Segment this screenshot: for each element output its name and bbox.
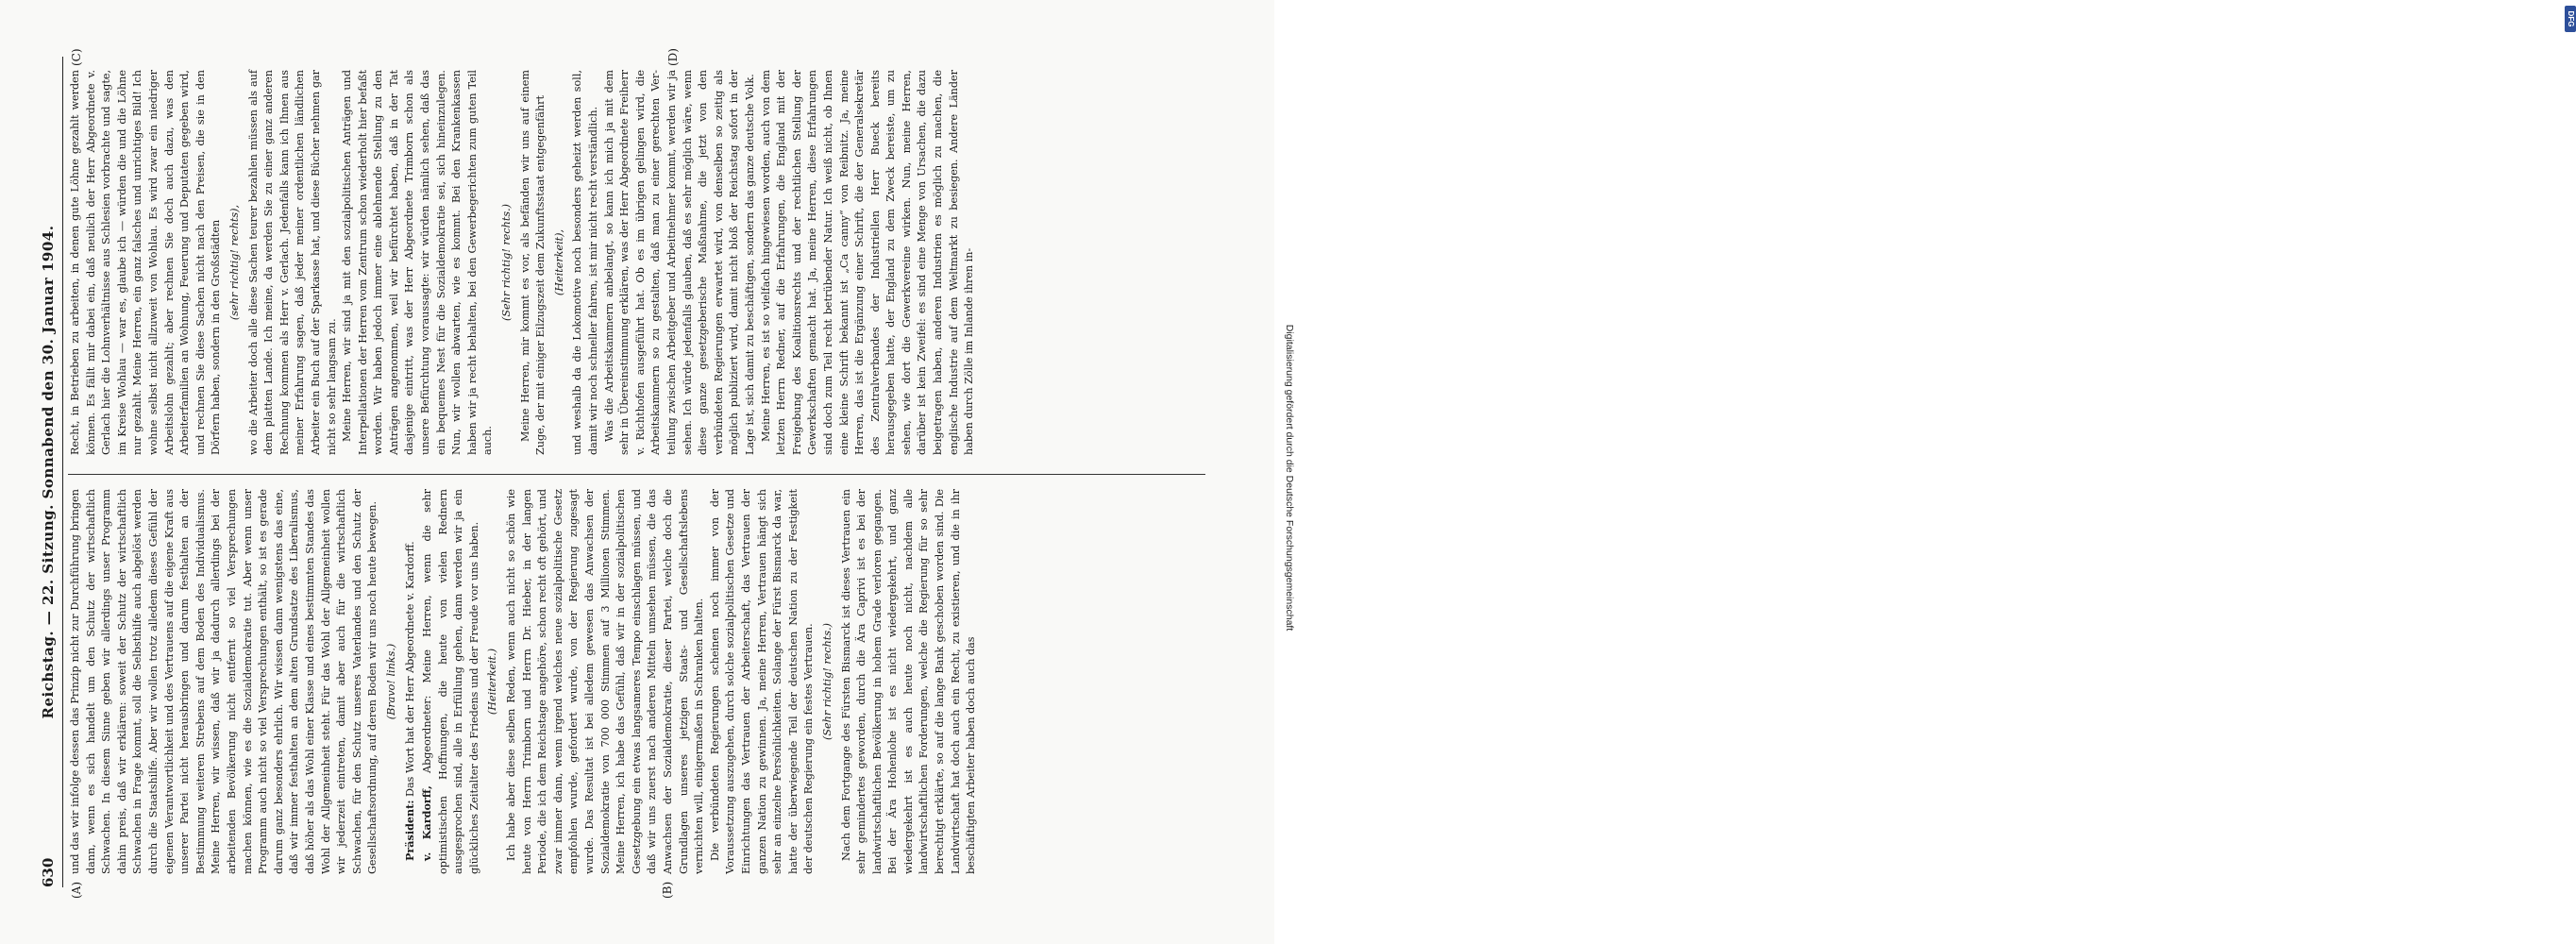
paragraph-text: wo die Arbeiter doch alle diese Sachen teurer bezahlen müssen als auf dem platten Lande. Ich meine, da werden Sie zu einer ganz anderen Rechnung kommen als Herr v. Gerlach. Jedenfalls kann ich Ihnen aus meiner Erfahrung sagen, daß jeder meiner ordentlichen ländlichen Arbeiter ein Buch auf der Sparkasse hat, und diese Bücher nehmen gar nicht so sehr langsam zu.	[246, 70, 338, 455]
margin-marker-c: (C)	[70, 48, 83, 66]
left-column	[68, 489, 1210, 874]
paragraph	[246, 70, 341, 455]
right-column	[68, 70, 1210, 455]
paragraph-text: Nach dem Fortgange des Fürsten Bismarck ist dieses Vertrauen ein sehr gemindertes geworden, durch die Ära Caprivi ist es bei der landwirtschaftlichen Bevölkerung in hohem Grade verloren gegangen. Bei der Ära Hohenlohe ist es nicht wiedergekehrt, und ganz wiedergekehrt ist es auch heute noch nicht, nachdem alle landwirtschaftlichen Forderungen, welche die Regierung für so sehr berechtigt erklärte, so auf die lange Bank geschoben worden sind. Die Landwirtschaft hat doch auch ein Recht, zu existieren, und die in ihr beschäftigten Arbeiter haben doch auch das	[839, 489, 978, 874]
rotated-page-content	[36, 48, 1216, 899]
margin-marker-b: (B)	[661, 881, 674, 899]
paragraph-text: und das wir infolge dessen das Prinzip nicht zur Durchführung bringen dann, wenn es sich handelt um den Schutz der wirtschaftlich Schwachen. In diesem Sinne geben wir allerdings unser Programm dahin preis, daß wir erklären: soweit der Schutz der wirtschaftlich Schwachen in Frage kommt, soll die Selbsthilfe auch abgelöst werden durch die Staatshilfe. Aber wir wollen trotz alledem dieses Gefühl der eigenen Verantwortlichkeit und des Vertrauens auf die eigene Kraft aus unserer Partei nicht herausbringen und darum festhalten an der Bestimmung weiteren Strebens auf dem Boden des Individualismus. Meine Herren, wir wissen, daß wir ja dadurch allerdings bei der arbeitenden Bevölkerung nicht entfernt so viel Versprechungen machen können, wie es die Sozialdemokratie tut. Aber wenn unser Programm auch nicht so viel Versprechungen enthält, so ist es gerade darum ganz besonders ehrlich. Wir wissen dann wenigstens das eine, daß wir immer festhalten an dem alten Grundsatze des Liberalismus, daß höher als das Wohl einer Klasse und eines bestimmten Standes das Wohl der Allgemeinheit steht. Für das Wohl der Allgemeinheit wollen wir jederzeit eintreten, damit aber auch für die wirtschaftlich Schwachen, für den Schutz unseres Vaterlandes und den Schutz der Gesellschaftsordnung, auf deren Boden wir uns noch heute bewegen.	[69, 489, 379, 874]
paragraph-text: Die verbündeten Regierungen scheinen noch immer von der Voraussetzung auszugehen, durch solche sozialpolitischen Gesetze und Einrichtungen das Vertrauen der Arbeiterschaft, das Vertrauen der ganzen Nation zu gewinnen. Ja, meine Herren, Vertrauen hängt sich sehr an einzelne Persönlichkeiten. Solange der Fürst Bismarck da war, hatte der überwiegende Teil der deutschen Nation zu der Festigkeit der deutschen Regierung ein festes Vertrauen.	[708, 489, 816, 874]
paragraph	[68, 70, 225, 455]
interjection: (Bravo! links.)	[384, 643, 397, 720]
paragraph-text: und weshalb da die Lokomotive noch besonders geheizt werden soll, damit wir noch schneller fahren, ist mir nicht recht verständlich.	[571, 70, 599, 455]
paragraph-text: Was die Arbeitskammern anbelangt, so kann ich mich ja mit dem sehr in Übereinstimmung erklären, was der Herr Abgeordnete Freiherr v. Richthofen ausgeführt hat. Ob es im übrigen gelingen wird, die Arbeitskammern so zu gestalten, daß man zu einer gerechten Verteilung zwischen Arbeitgeber und Arbeitnehmer kommt, werden wir ja sehen. Ich würde jedenfalls glauben, daß es sehr möglich wäre, wenn diese ganze gesetzgeberische Maßnahme, die jetzt von den verbündeten Regierungen erwartet wird, von denselben so zeitig als möglich publiziert wird, damit nicht bloß der Reichstag sofort in der Lage ist, sich damit zu beschäftigen, sondern das ganze deutsche Volk.	[602, 70, 756, 455]
paragraph-text: Abgeordneter: Meine Herren, wenn die sehr optimistischen Hoffnungen, die heute von vielen Rednern ausgesprochen sind, alle in Erfüllung gehen, dann werden wir ja ein glückliches Zeitalter des Friedens und der Freude vor uns haben.	[421, 489, 480, 874]
paragraph	[518, 70, 549, 455]
paragraph-text: Recht, in Betrieben zu arbeiten, in denen gute Löhne gezahlt werden können. Es fällt mir dabei ein, daß neulich der Herr Abgeordnete v. Gerlach hier die Lohnverhältnisse aus Schlesien vorbrachte und sagte, im Kreise Wohlau — war es, glaube ich — würden die und die Löhne nur gezahlt. Meine Herren, ein ganz falsches und unrichtiges Bild! Ich wohne selbst nicht allzuweit von Wohlau. Es wird zwar ein niedriger Arbeitslohn gezahlt; aber rechnen Sie doch auch dazu, was den Arbeiterfamilien an Wohnung, Feuerung und Deputaten gegeben wird, und rechnen Sie diese Sachen nicht nach den Preisen, die sie in den Dörfern haben, sondern in den Großstädten	[69, 70, 223, 455]
running-header	[36, 57, 63, 887]
interjection: (sehr richtig! rechts),	[227, 204, 241, 321]
column-divider	[68, 474, 1205, 475]
margin-marker-a: (A)	[70, 881, 83, 899]
speaker-name: Präsident:	[403, 800, 417, 861]
paragraph	[759, 70, 978, 455]
speaker-name: v. Kardorff,	[420, 785, 434, 861]
digitization-credit: Digitalisierung gefördert durch die Deutsche Forschungsgemeinschaft	[1284, 324, 1295, 632]
margin-marker-d: (D)	[666, 48, 680, 66]
paragraph-text: Meine Herren, es ist so vielfach hingewiesen worden, auch von dem letzten Herrn Redner, auf die Erfahrungen, die England mit der Freigebung des Koalitionsrechts und der rechtlichen Stellung der Gewerkschaften gemacht hat. Ja, meine Herren, diese Erfahrungen sind doch zum Teil recht betrübender Natur. Ich weiß nicht, ob Ihnen eine kleine Schrift bekannt ist „Ca canny“ von Reibnitz. Ja, meine Herren, das ist die Ergänzung einer Schrift, die der Generalsekretär des Zentralverbandes der Industriellen Herr Bueck bereits herausgegeben hatte, der England zu dem Zweck bereiste, um zu sehen, wie dort die Gewerkvereine wirken. Nun, meine Herren, darüber ist kein Zweifel: es sind eine Menge von Ursachen, die dazu beigetragen haben, anderen Industrien es möglich zu machen, die englische Industrie auf dem Weltmarkt zu besiegen. Andere Länder haben durch Zölle im Inlande ihren in-	[759, 70, 976, 455]
interjection: (Heiterkeit),	[552, 228, 565, 296]
page-title: Reichstag. — 22. Sitzung. Sonnabend den 30. Januar 1904.	[40, 225, 57, 719]
paragraph	[419, 489, 482, 874]
paragraph	[340, 70, 497, 455]
paragraph-text: Ich habe aber diese selben Reden, wenn auch nicht so schön wie heute von Herrn Trimborn und Herrn Dr. Hieber, in der langen Periode, die ich dem Reichstage angehöre, schon recht oft gehört, und zwar immer dann, wenn irgend welches neue sozialpolitische Gesetz empfohlen wurde, gefordert wurde, von der Regierung zugesagt wurde. Das Resultat ist bei alledem gewesen das Anwachsen der Sozialdemokratie von 700 000 Stimmen auf 3 Millionen Stimmen. Meine Herren, ich habe das Gefühl, daß wir in der sozialpolitischen Gesetzgebung ein etwas langsameres Tempo einschlagen müssen, und daß wir uns zuerst nach anderen Mitteln umsehen müssen, die das Anwachsen der Sozialdemokratie, dieser Partei, welche doch die Grundlagen unseres jetzigen Staats- und Gesellschaftslebens vernichten will, einigermaßen in Schranken halten.	[505, 489, 706, 874]
interjection: (Sehr richtig! rechts.)	[500, 203, 514, 322]
paragraph-text: Meine Herren, wir sind ja mit den sozialpolitischen Anträgen und Interpellationen der Herren vom Zentrum schon wiederholt hier befaßt worden. Wir haben jedoch immer eine ablehnende Stellung zu den Anträgen angenommen, weil wir befürchtet haben, daß in der Tat dasjenige eintritt, was der Herr Abgeordnete Trimborn schon als unsere Befürchtung voraussagte: wir würden nämlich sehen, daß das ein bequemes Nest für die Sozialdemokratie sei, sich hineinzulegen. Nun, wir wollen abwarten, wie es kommt. Bei den Krankenkassen haben wir ja recht behalten, bei den Gewerbegerichten zum guten Teil auch.	[341, 70, 495, 455]
page-number: 630	[40, 857, 57, 887]
paragraph	[504, 489, 708, 874]
dfg-logo: DFG	[2565, 6, 2576, 32]
paragraph	[68, 489, 381, 874]
paragraph	[570, 70, 601, 455]
paragraph	[402, 489, 419, 874]
paragraph	[602, 70, 759, 455]
interjection: (Sehr richtig! rechts.)	[820, 622, 833, 741]
paragraph	[839, 489, 980, 874]
interjection: (Heiterkeit.)	[486, 648, 499, 716]
paragraph-text: Meine Herren, mir kommt es vor, als befänden wir uns auf einem Zuge, der mit einiger Eilzugszeit dem Zukunftsstaat entgegenfährt	[518, 70, 547, 455]
paragraph-text: Das Wort hat der Herr Abgeordnete v. Kardorff.	[404, 541, 417, 797]
paragraph	[708, 489, 817, 874]
